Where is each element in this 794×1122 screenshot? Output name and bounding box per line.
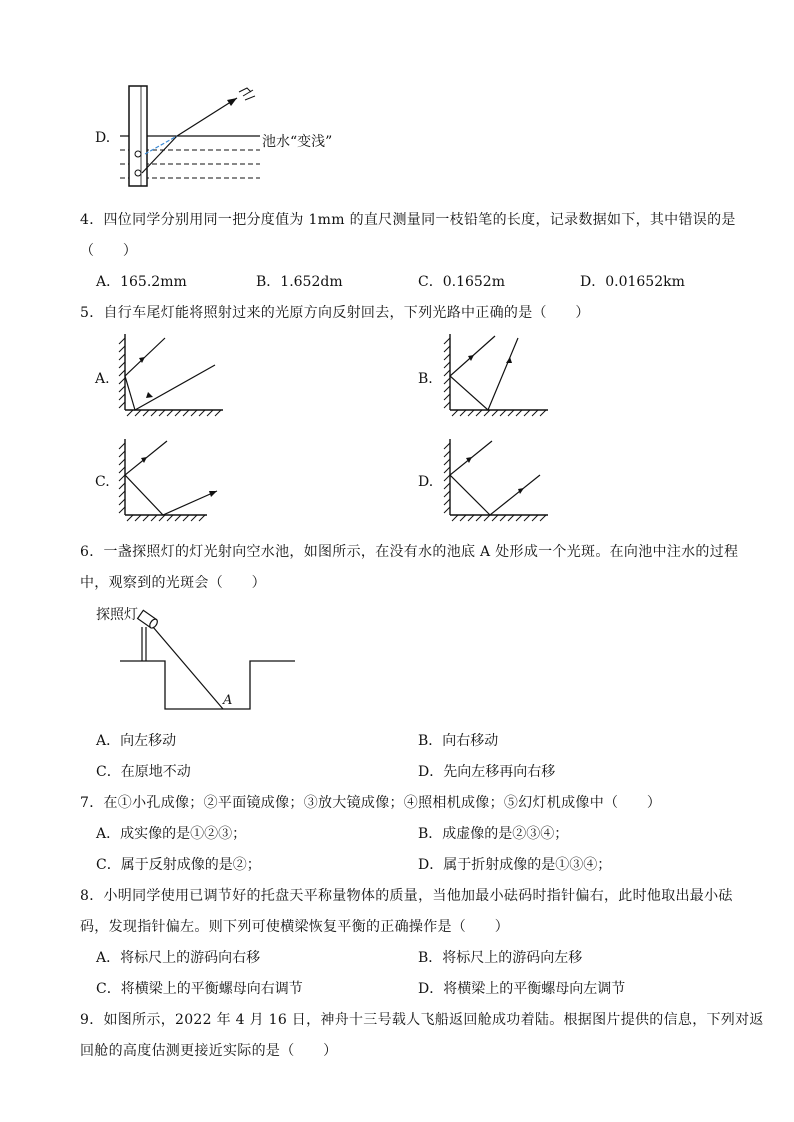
q4-option-a[interactable]: A．165.2mm: [96, 274, 187, 290]
q6-option-a[interactable]: A．向左移动: [96, 733, 177, 749]
q4-stem-line1: 4．四位同学分别用同一把分度值为 1mm 的直尺测量同一枝铅笔的长度，记录数据如下，其中错误的是: [80, 212, 736, 228]
q7-option-a[interactable]: A．成实像的是①②③；: [96, 826, 247, 842]
q4-stem-line2: （ ）: [80, 243, 138, 259]
q6-lamp-label: 探照灯: [96, 607, 138, 623]
q8-option-c[interactable]: C．将横梁上的平衡螺母向右调节: [96, 981, 303, 997]
q8-option-b[interactable]: B．将标尺上的游码向左移: [418, 950, 583, 966]
q7-stem: 7．在①小孔成像；②平面镜成像；③放大镜成像；④照相机成像；⑤幻灯机成像中（ ）: [80, 795, 662, 811]
q8-stem-line2: 码，发现指针偏左。则下列可使横梁恢复平衡的正确操作是（ ）: [80, 919, 509, 935]
q9-stem-line1: 9．如图所示，2022 年 4 月 16 日，神舟十三号载人飞船返回舱成功着陆。根据图片提供的信息，下列对返: [80, 1012, 764, 1028]
q6-option-c[interactable]: C．在原地不动: [96, 764, 191, 780]
q6-option-b[interactable]: B．向右移动: [418, 733, 499, 749]
q5-option-c-label[interactable]: C.: [95, 474, 110, 490]
q5-option-a-label[interactable]: A.: [95, 371, 110, 387]
q5-option-d-label[interactable]: D.: [418, 474, 434, 490]
q3-d-figure: [115, 80, 265, 192]
q3-d-water-label: 池水“变浅”: [262, 134, 333, 150]
q5-option-b-figure: [440, 330, 555, 420]
q5-option-b-label[interactable]: B.: [418, 371, 433, 387]
q7-option-d[interactable]: D．属于折射成像的是①③④；: [418, 857, 612, 873]
q6-pool-figure: [120, 605, 300, 715]
q5-option-d-figure: [440, 435, 555, 525]
q5-option-a-figure: [115, 330, 230, 420]
q5-stem: 5．自行车尾灯能将照射过来的光原方向反射回去，下列光路中正确的是（ ）: [80, 305, 590, 321]
q3-option-d-letter: D.: [95, 130, 111, 146]
q4-option-d[interactable]: D．0.01652km: [580, 274, 685, 290]
q6-point-a: A: [223, 693, 233, 708]
q4-option-b[interactable]: B．1.652dm: [256, 274, 343, 290]
q6-stem-line2: 中，观察到的光斑会（ ）: [80, 575, 266, 591]
q8-option-d[interactable]: D．将横梁上的平衡螺母向左调节: [418, 981, 626, 997]
q6-stem-line1: 6．一盏探照灯的灯光射向空水池，如图所示，在没有水的池底 A 处形成一个光斑。在向池中注水的过程: [80, 544, 739, 560]
q6-option-d[interactable]: D．先向左移再向右移: [418, 764, 556, 780]
q4-option-c[interactable]: C．0.1652m: [418, 274, 505, 290]
q9-stem-line2: 回舱的高度估测更接近实际的是（ ）: [80, 1043, 338, 1059]
q8-option-a[interactable]: A．将标尺上的游码向右移: [96, 950, 261, 966]
q5-option-c-figure: [115, 435, 230, 525]
q7-option-b[interactable]: B．成虚像的是②③④；: [418, 826, 569, 842]
q7-option-c[interactable]: C．属于反射成像的是②；: [96, 857, 261, 873]
q8-stem-line1: 8．小明同学使用已调节好的托盘天平称量物体的质量，当他加最小砝码时指针偏右，此时他取出最小砝: [80, 888, 733, 904]
